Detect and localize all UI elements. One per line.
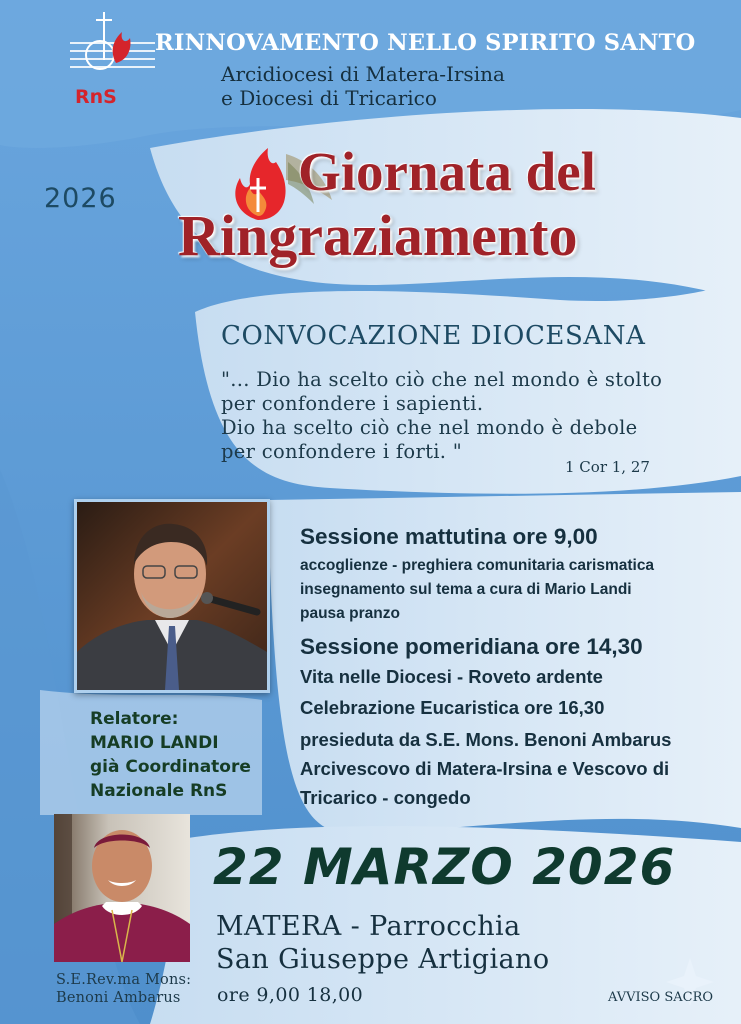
speaker-label: Relatore: (90, 709, 179, 729)
quote-reference: 1 Cor 1, 27 (565, 458, 650, 476)
speaker-role-line1: già Coordinatore (90, 757, 251, 777)
logo-text: RnS (75, 86, 117, 108)
quote-line1: "... Dio ha scelto ciò che nel mondo è stolto (221, 368, 663, 391)
afternoon-item-2: Celebrazione Eucaristica ore 16,30 (300, 697, 605, 718)
venue-line2: San Giuseppe Artigiano (216, 944, 550, 975)
event-year: 2026 (44, 183, 117, 214)
quote-line2: per confondere i sapienti. (221, 392, 484, 415)
event-title-line2: Ringraziamento (178, 203, 578, 268)
afternoon-item-3: presieduta da S.E. Mons. Benoni Ambarus (300, 729, 672, 750)
speaker-photo (74, 499, 270, 693)
diocese-line1: Arcidiocesi di Matera-Irsina (221, 62, 505, 86)
speaker-name: MARIO LANDI (90, 733, 219, 753)
quote-line4: per confondere i forti. " (221, 440, 463, 463)
venue-line1: MATERA - Parrocchia (216, 911, 521, 942)
morning-item-3: pausa pranzo (300, 605, 400, 622)
speaker-role-line2: Nazionale RnS (90, 781, 228, 801)
event-hours: ore 9,00 18,00 (217, 984, 364, 1006)
convocation-heading: CONVOCAZIONE DIOCESANA (221, 321, 646, 351)
afternoon-session-title: Sessione pomeridiana ore 14,30 (300, 634, 643, 659)
event-date: 22 MARZO 2026 (213, 838, 676, 896)
morning-session-title: Sessione mattutina ore 9,00 (300, 524, 598, 549)
notice-label: AVVISO SACRO (608, 990, 714, 1005)
quote-line3: Dio ha scelto ciò che nel mondo è debole (221, 416, 638, 439)
organization-name: RINNOVAMENTO NELLO SPIRITO SANTO (155, 30, 696, 56)
afternoon-item-4: Arcivescovo di Matera-Irsina e Vescovo di (300, 758, 670, 779)
afternoon-item-1: Vita nelle Diocesi - Roveto ardente (300, 666, 603, 687)
bishop-photo (54, 814, 190, 962)
event-title-line1: Giornata del (298, 141, 596, 202)
bishop-caption-line2: Benoni Ambarus (56, 990, 181, 1006)
afternoon-item-5: Tricarico - congedo (300, 787, 471, 808)
morning-item-1: accoglienze - preghiera comunitaria carismatica (300, 557, 655, 574)
diocese-line2: e Diocesi di Tricarico (221, 86, 437, 110)
morning-item-2: insegnamento sul tema a cura di Mario Landi (300, 581, 632, 598)
bishop-caption-line1: S.E.Rev.ma Mons: (56, 972, 192, 988)
